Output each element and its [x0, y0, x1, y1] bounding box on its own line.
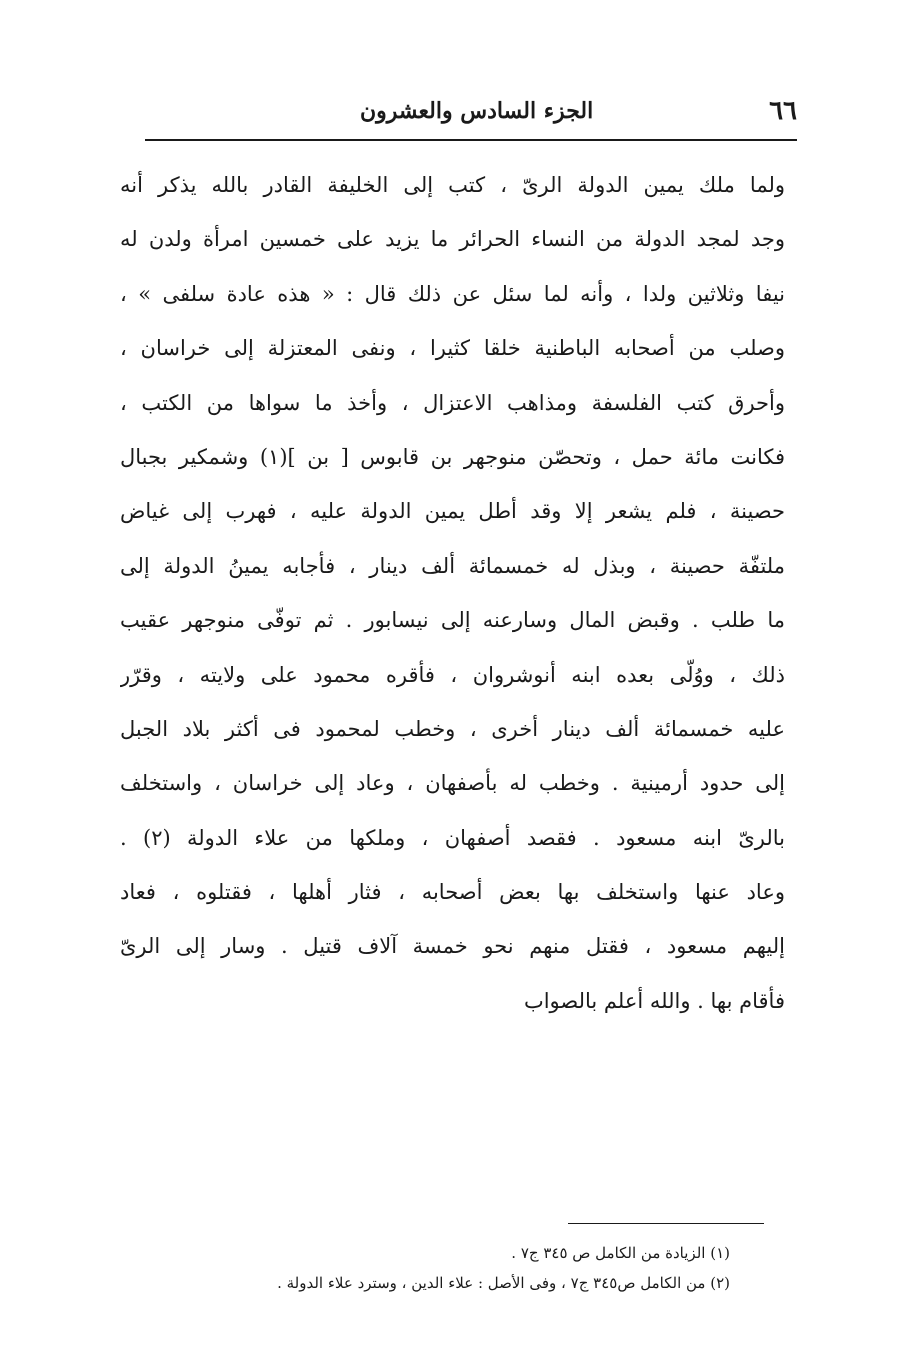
- page-number: ٦٦: [769, 96, 797, 126]
- text-line: بالرىّ ابنه مسعود . فقصد أصفهان ، وملكها من علاء الدولة (٢) .: [120, 825, 785, 850]
- text-line: وعاد عنها واستخلف بها بعض أصحابه ، فثار أهلها ، فقتلوه ، فعاد: [120, 880, 785, 905]
- text-line: ملتفّة حصينة ، وبذل له خمسمائة ألف دينار ، فأجابه يمينُ الدولة إلى: [120, 553, 785, 578]
- footnotes: [110, 1238, 730, 1298]
- text-line: فكانت مائة حمل ، وتحصّن منوجهر بن قابوس [ بن ](١) وشمكير بجبال: [120, 444, 785, 469]
- text-line: وصلب من أصحابه الباطنية خلقا كثيرا ، ونفى المعتزلة إلى خراسان ،: [120, 336, 785, 361]
- text-line: وجد لمجد الدولة من النساء الحرائر ما يزيد على خمسين امرأة ولدن له: [120, 227, 785, 252]
- body-text: [120, 158, 785, 1028]
- text-line: إلى حدود أرمينية . وخطب له بأصفهان ، وعاد إلى خراسان ، واستخلف: [120, 771, 785, 796]
- text-line: نيفا وثلاثين ولدا ، وأنه لما سئل عن ذلك قال : « هذه عادة سلفى » ،: [120, 281, 785, 306]
- footnote-1: (١) الزيادة من الكامل ص ٣٤٥ ج٧ .: [511, 1244, 730, 1262]
- footnote-2: (٢) من الكامل ص٣٤٥ ج٧ ، وفى الأصل : علاء الدين ، وسترد علاء الدولة .: [277, 1274, 730, 1292]
- text-line: ما طلب . وقبض المال وسارعنه إلى نيسابور . ثم توفّى منوجهر عقيب: [120, 608, 785, 633]
- text-line: ولما ملك يمين الدولة الرىّ ، كتب إلى الخليفة القادر بالله يذكر أنه: [120, 173, 785, 197]
- running-title: الجزء السادس والعشرون: [360, 98, 594, 124]
- page-header: [145, 92, 797, 134]
- text-line-last: فأقام بها . والله أعلم بالصواب: [523, 988, 785, 1013]
- footnote-rule: [568, 1223, 764, 1224]
- text-line: حصينة ، فلم يشعر إلا وقد أطل يمين الدولة عليه ، فهرب إلى غياض: [120, 499, 785, 524]
- header-rule: [145, 139, 797, 141]
- text-line: وأحرق كتب الفلسفة ومذاهب الاعتزال ، وأخذ ما سواها من الكتب ،: [120, 390, 785, 415]
- text-line: إليهم مسعود ، فقتل منهم نحو خمسة آلاف قتيل . وسار إلى الرىّ: [120, 934, 785, 959]
- text-line: عليه خمسمائة ألف دينار أخرى ، وخطب لمحمود فى أكثر بلاد الجبل: [120, 716, 785, 741]
- text-line: ذلك ، ووُلّى بعده ابنه أنوشروان ، فأقره محمود على ولايته ، وقرّر: [120, 662, 785, 687]
